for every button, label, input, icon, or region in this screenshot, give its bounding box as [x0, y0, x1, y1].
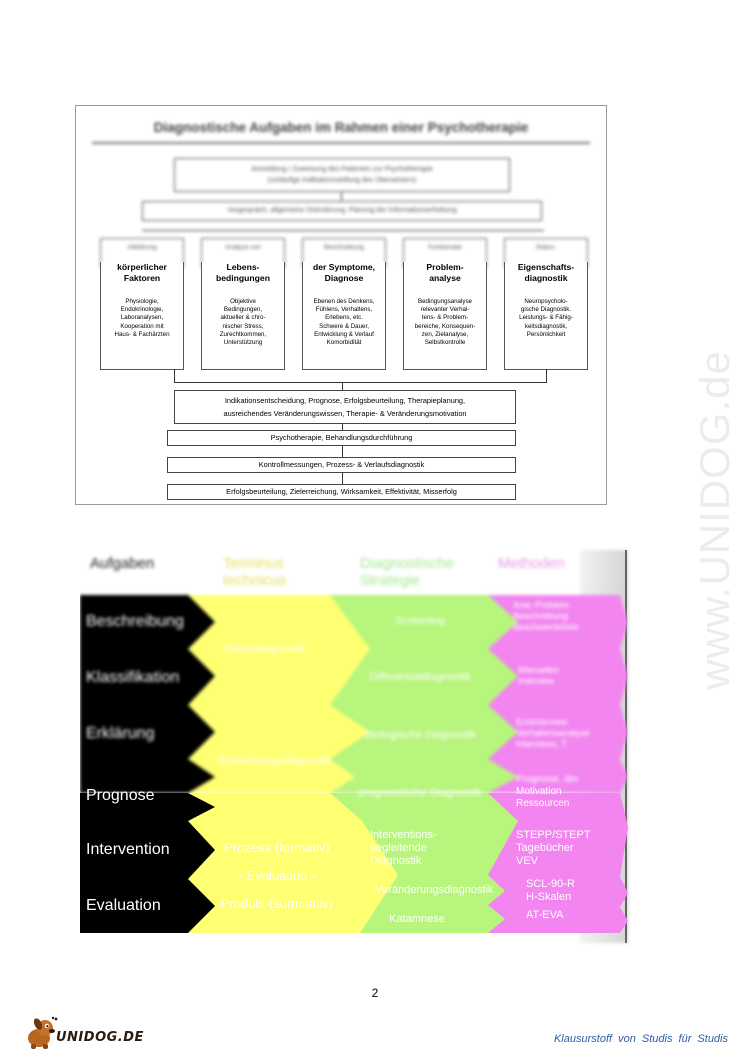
connector-line [342, 473, 343, 484]
diagnostic-tasks-figure [75, 105, 607, 505]
referral-text: Anmeldung / Zuweisung des Patienten zur Psychotherapie [251, 166, 433, 173]
term-evaluation: - Evaluation - [238, 868, 316, 883]
page-number: 2 [371, 986, 379, 1000]
connector-line [174, 369, 175, 382]
task-evaluation: Evaluation [86, 897, 161, 914]
connector-line [341, 192, 342, 201]
footer-tagline: Klausurstoff von Studis für Studis [553, 1033, 728, 1045]
column-head: Abklärung [100, 238, 184, 268]
watermark: www.UNIDOG.de [691, 350, 738, 690]
column-description: Neuropsycholo- gische Diagnostik. Leistungs- & Fähig- keitsdiagnostik, Persönlichkeit [519, 298, 573, 338]
logo-text: UNIDOG.DE [56, 1030, 144, 1045]
header-tasks: Aufgaben [90, 555, 155, 572]
connector-line [174, 382, 547, 383]
psychotherapy-box: Psychotherapie, Behandlungsdurchführung [167, 430, 516, 446]
column-title: Problem- [426, 262, 464, 272]
term-status: Statusdiagnostik [224, 643, 306, 655]
indication-line: ausreichendes Veränderungswissen, Therapie- & Veränderungsmotivation [223, 409, 467, 418]
indication-box [174, 390, 516, 424]
strategy-etiological: ätiologische Diagnostik [363, 729, 477, 741]
method-2: Manuelles Interview [518, 665, 560, 686]
column-symptoms-diagnosis [302, 262, 386, 370]
task-intervention: Intervention [86, 841, 170, 858]
column-trait-diagnostics [504, 262, 588, 370]
column-physical-factors [100, 262, 184, 370]
connector-line [546, 369, 547, 382]
term-development: Entwicklungsdiagnostik [218, 755, 332, 767]
column-description: Objektive Bedingungen, aktueller & chro- nischer Stress, Zurechtkommen, Unterstützung [219, 298, 267, 347]
task-classification: Klassifikation [86, 669, 180, 686]
strategy-screening: Screening [395, 615, 445, 627]
connector-line [342, 446, 343, 457]
preliminary-talk-box: Vorgespräch, allgemeine Orientierung, Planung der Informationserhebung [142, 201, 542, 221]
method-7: AT-EVA [526, 909, 564, 921]
connector-line [142, 230, 544, 231]
strategy-differential: Differentialdiagnostik [369, 671, 471, 683]
title-rule [92, 142, 590, 144]
column-title: körperlicher [117, 262, 167, 272]
column-description: Physiologie, Endokrinologie, Laboranalysen, Kooperation mit Haus- & Fachärzten [114, 298, 170, 338]
column-title: Faktoren [123, 273, 161, 283]
column-description: Bedingungsanalyse relevanter Verhal- tens- & Problem- bereiche, Konsequen- zen, Zielanalyse, Selbstkontrolle [414, 298, 476, 347]
term-process: Prozess (formativ) [224, 840, 330, 855]
strategy-catamnesis: Katamnese [389, 913, 445, 925]
column-title: diagnostik [524, 273, 568, 283]
method-3: Erstinterview Verhaltensanalyse Interviews, T. [516, 717, 590, 749]
column-description: Ebenen des Denkens, Fühlens, Verhaltens, Erlebens, etc. Schwere & Dauer, Entwicklung & Verlauf Komorbidität [313, 298, 375, 347]
method-5: STEPP/STEPT Tagebücher VEV [516, 829, 591, 867]
task-explanation: Erklärung [86, 725, 155, 742]
column-title: Diagnose [324, 273, 364, 283]
column-title: der Symptome, [312, 262, 376, 272]
column-title: Eigenschafts- [517, 262, 575, 272]
figure-title: Diagnostische Aufgaben im Rahmen einer Psychotherapie [153, 120, 529, 135]
referral-subtext: (vorläufige Indikationsstellung des Überweisers) [267, 177, 417, 184]
strategy-change: Veränderungsdiagnostik [375, 884, 494, 896]
diagnostic-strategy-figure [80, 545, 628, 943]
column-head: Funktionale [403, 238, 487, 268]
column-head: Beschreibung [302, 238, 386, 268]
column-title: bedingungen [216, 273, 270, 283]
strategy-prognostic: prognostische Diagnostik [358, 787, 482, 799]
header-termini: Terminus technicus [223, 555, 287, 589]
column-head: Status- [504, 238, 588, 268]
task-prognosis: Prognose [86, 787, 155, 804]
column-head: Analyse von [201, 238, 285, 268]
column-living-conditions [201, 262, 285, 370]
method-6: SCL-90-R H-Skalen [526, 878, 575, 903]
header-methods: Methoden [498, 555, 565, 572]
method-4: Prognose, der Motivation Ressourcen [516, 774, 579, 809]
column-title: Lebens- [226, 262, 260, 272]
referral-box [174, 158, 510, 192]
dog-icon [23, 1016, 59, 1050]
task-description: Beschreibung [86, 613, 184, 630]
outcome-box: Erfolgsbeurteilung, Zielerreichung, Wirksamkeit, Effektivität, Misserfolg [167, 484, 516, 500]
method-1: Anw.-Problem Beschreibung Beschwerdeliste [513, 600, 579, 632]
control-box: Kontrollmessungen, Prozess- & Verlaufsdiagnostik [167, 457, 516, 473]
indication-line: Indikationsentscheidung, Prognose, Erfolgsbeurteilung, Therapieplanung, [224, 396, 466, 405]
strategy-intervention: Interventions- begleitende Diagnostik [370, 829, 437, 867]
connector-line [342, 382, 343, 390]
header-strategy: Diagnostische Strategie [360, 555, 455, 589]
column-title: analyse [429, 273, 461, 283]
unidog-logo[interactable] [23, 1016, 153, 1050]
term-product: Produkt (summativ) [220, 896, 334, 911]
column-problem-analysis [403, 262, 487, 370]
